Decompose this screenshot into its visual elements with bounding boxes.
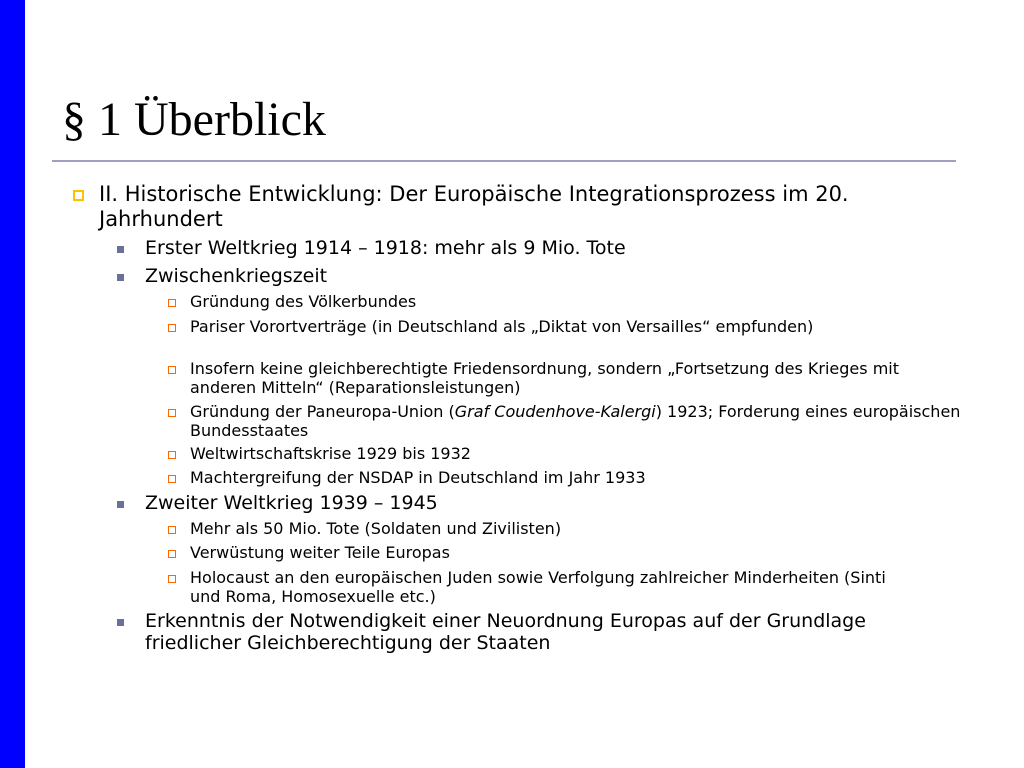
hollow-square-bullet-icon bbox=[73, 190, 84, 201]
bullet-text-before: Gründung der Paneuropa-Union ( bbox=[190, 402, 455, 421]
side-accent-bar bbox=[0, 0, 25, 768]
small-hollow-square-bullet-icon bbox=[168, 451, 176, 459]
square-bullet-icon bbox=[117, 619, 124, 626]
bullet-text-italic: Graf Coudenhove-Kalergi bbox=[454, 402, 656, 421]
slide-title: § 1 Überblick bbox=[62, 93, 326, 146]
small-hollow-square-bullet-icon bbox=[168, 550, 176, 558]
square-bullet-icon bbox=[117, 274, 124, 281]
bullet-text: Holocaust an den europäischen Juden sowie Verfolgung zahlreicher Minderheiten (Sinti und Roma, Homosexuelle etc.) bbox=[190, 568, 886, 606]
bullet-item-level2 bbox=[145, 237, 965, 259]
small-hollow-square-bullet-icon bbox=[168, 575, 176, 583]
bullet-item-level1 bbox=[99, 182, 959, 232]
bullet-text: Zwischenkriegszeit bbox=[145, 265, 328, 287]
bullet-item-level3 bbox=[190, 444, 965, 463]
bullet-text: Insofern keine gleichberechtigte Friedensordnung, sondern „Fortsetzung des Krieges mit anderen Mitteln“ (Reparationsleistungen) bbox=[190, 359, 899, 397]
bullet-item-level2 bbox=[145, 610, 935, 654]
bullet-item-level3 bbox=[190, 317, 850, 336]
bullet-item-level3 bbox=[190, 292, 965, 311]
small-hollow-square-bullet-icon bbox=[168, 475, 176, 483]
small-hollow-square-bullet-icon bbox=[168, 366, 176, 374]
bullet-text: Weltwirtschaftskrise 1929 bis 1932 bbox=[190, 444, 471, 463]
title-divider bbox=[52, 160, 956, 162]
bullet-item-level3 bbox=[190, 519, 965, 538]
bullet-text: Machtergreifung der NSDAP in Deutschland im Jahr 1933 bbox=[190, 468, 646, 487]
bullet-item-level3 bbox=[190, 468, 965, 487]
bullet-text: II. Historische Entwicklung: Der Europäische Integrationsprozess im 20. Jahrhundert bbox=[99, 182, 849, 231]
bullet-item-level3 bbox=[190, 568, 890, 606]
small-hollow-square-bullet-icon bbox=[168, 526, 176, 534]
bullet-item-level2 bbox=[145, 492, 965, 514]
small-hollow-square-bullet-icon bbox=[168, 299, 176, 307]
square-bullet-icon bbox=[117, 246, 124, 253]
bullet-item-level3 bbox=[190, 402, 965, 440]
bullet-text: Erkenntnis der Notwendigkeit einer Neuordnung Europas auf der Grundlage friedlicher Gleichberechtigung der Staaten bbox=[145, 610, 866, 654]
bullet-item-level3 bbox=[190, 359, 965, 397]
bullet-text: Zweiter Weltkrieg 1939 – 1945 bbox=[145, 492, 438, 514]
square-bullet-icon bbox=[117, 501, 124, 508]
bullet-item-level3 bbox=[190, 543, 965, 562]
small-hollow-square-bullet-icon bbox=[168, 409, 176, 417]
bullet-text: Pariser Vorortverträge (in Deutschland als „Diktat von Versailles“ empfunden) bbox=[190, 317, 814, 336]
bullet-text: Verwüstung weiter Teile Europas bbox=[190, 543, 450, 562]
bullet-text: Erster Weltkrieg 1914 – 1918: mehr als 9 Mio. Tote bbox=[145, 237, 626, 259]
bullet-text: Gründung des Völkerbundes bbox=[190, 292, 417, 311]
small-hollow-square-bullet-icon bbox=[168, 324, 176, 332]
bullet-text-after: ) 1923; Forderung eines europäischen Bundesstaates bbox=[190, 402, 961, 440]
bullet-item-level2 bbox=[145, 265, 965, 287]
bullet-text: Mehr als 50 Mio. Tote (Soldaten und Zivilisten) bbox=[190, 519, 562, 538]
